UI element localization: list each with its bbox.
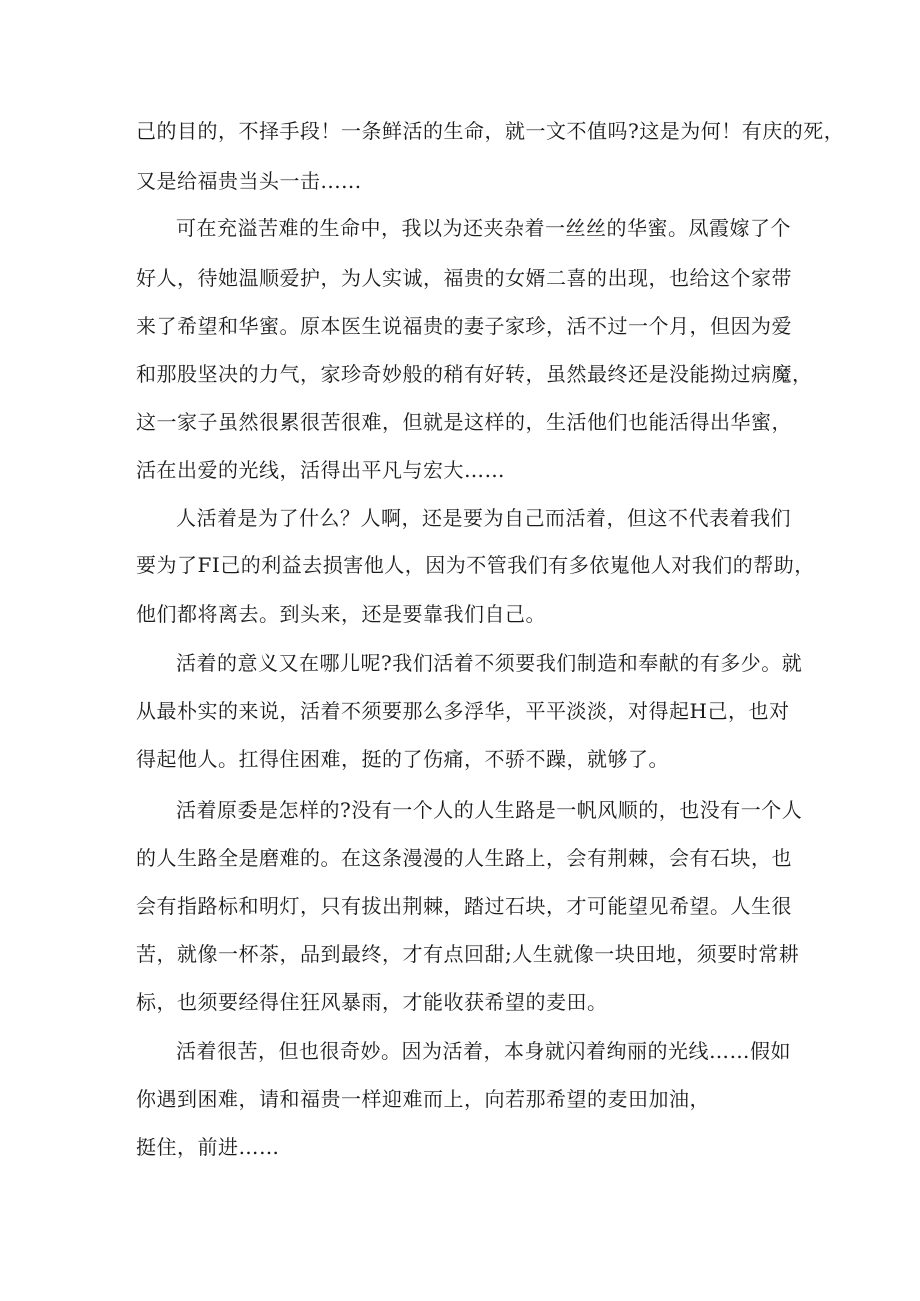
text-line: 来了希望和华蜜。原本医生说福贵的妻子家珍，活不过一个月，但因为爱: [136, 314, 792, 338]
text-line: 活着原委是怎样的?没有一个人的人生路是一帆风顺的，也没有一个人: [176, 798, 803, 822]
text-line: 可在充溢苦难的生命中，我以为还夹杂着一丝丝的华蜜。凤霞嫁了个: [176, 216, 791, 240]
text-line: 你遇到困难，请和福贵一样迎难而上，向若那希望的麦田加油，: [136, 1087, 710, 1111]
text-line: 人活着是为了什么？人啊，还是要为自己而活着，但这不代表着我们: [176, 506, 791, 530]
text-line: 己的目的，不择手段！一条鲜活的生命，就一文不值吗?这是为何！有庆的死，: [136, 119, 845, 143]
text-line: 会有指路标和明灯，只有拔出荆棘，踏过石块，才可能望见希望。人生很: [136, 894, 792, 918]
text-line: 好人，待她温顺爱护，为人实诚，福贵的女婿二喜的出现，也给这个家带: [136, 266, 792, 290]
text-line: 得起他人。扛得住困难，挺的了伤痛，不骄不躁，就够了。: [136, 747, 669, 771]
text-line: 从最朴实的来说，活着不须要那么多浮华，平平淡淡，对得起H己，也对: [136, 699, 790, 723]
text-line: 的人生路全是磨难的。在这条漫漫的人生路上，会有荆棘，会有石块，也: [136, 846, 792, 870]
text-line: 他们都将离去。到头来，还是要靠我们自己。: [136, 602, 546, 626]
text-line: 这一家子虽然很累很苦很难，但就是这样的，生活他们也能活得出华蜜，: [136, 410, 792, 434]
text-line: 活在出爱的光线，活得出平凡与宏大……: [136, 458, 505, 482]
text-line: 活着很苦，但也很奇妙。因为活着，本身就闪着绚丽的光线……假如: [176, 1039, 791, 1063]
text-line: 标，也须要经得住狂风暴雨，才能收获希望的麦田。: [136, 990, 608, 1014]
text-line: 又是给福贵当头一击......: [136, 169, 362, 193]
text-line: 苦，就像一杯茶，品到最终，才有点回甜;人生就像一块田地，须要时常耕: [136, 942, 800, 966]
text-line: 挺住，前进……: [136, 1135, 280, 1159]
text-line: 活着的意义又在哪儿呢?我们活着不须要我们制造和奉献的有多少。就: [176, 651, 803, 675]
text-line: 和那股坚决的力气，家珍奇妙般的稍有好转，虽然最终还是没能拗过病魔，: [136, 362, 813, 386]
text-line: 要为了FI己的利益去损害他人，因为不管我们有多依嵬他人对我们的帮助，: [136, 553, 815, 577]
